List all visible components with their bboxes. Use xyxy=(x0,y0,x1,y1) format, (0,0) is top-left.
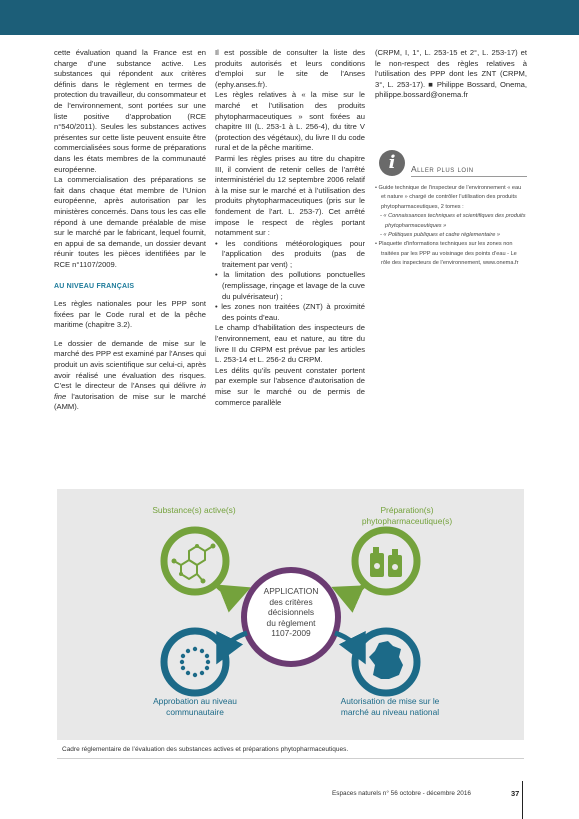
preparations-label: Préparation(s) phytopharmaceutique(s) xyxy=(361,505,453,526)
list-item: • Plaquette d’informations techniques sur les zones non traitées par les PPP au voisinage des points d’eau - Le rôle des inspecteurs de l’environnement, www.onema.fr xyxy=(375,241,519,267)
footer-journal: Espaces naturels n° 56 octobre - décembre 2016 xyxy=(332,790,471,797)
center-title: APPLICATION xyxy=(263,586,319,596)
column-3 xyxy=(375,48,527,101)
regulatory-diagram xyxy=(57,489,524,740)
header-band xyxy=(0,0,579,35)
arrow-preparations xyxy=(345,583,366,594)
approbation-label: Approbation au niveau communautaire xyxy=(153,696,237,717)
substances-label: Substance(s) active(s) xyxy=(152,505,236,515)
figure-caption: Cadre réglementaire de l’évaluation des substances actives et préparations phytopharmaceutiques. xyxy=(62,746,349,753)
caption-divider xyxy=(57,758,524,759)
list-item: • Guide technique de l’inspecteur de l’environnement « eau et nature » chargé de contrôler l’utilisation des produits phytopharmaceutiques, 2 tomes : xyxy=(375,185,522,210)
bullet-item: • les zones non traitées (ZNT) à proximité des points d’eau. xyxy=(215,302,365,322)
bullet-item: • la limitation des pollutions ponctuelles (remplissage, rinçage et lavage de la cuve du pulvérisateur) ; xyxy=(215,270,365,301)
paragraph: Il est possible de consulter la liste des produits autorisés et leurs conditions d’emploi sur le site de l’Anses (ephy.anses.fr). xyxy=(215,48,365,89)
info-icon: i xyxy=(379,150,405,176)
page-number: 37 xyxy=(511,789,520,798)
center-line: décisionnels xyxy=(267,607,315,617)
text-run: Le dossier de demande de mise sur le marché des PPP est examiné par l’Anses qui produit un avis scientifique sur celui-ci, après avoir réalisé une évaluation des risques. C’est le directeur de l’Anses qui délivre xyxy=(54,338,206,391)
paragraph xyxy=(54,339,206,413)
reference-list xyxy=(375,184,527,269)
paragraph: cette évaluation quand la France est en charge d’une substance active. Les substances qui répondent aux critères définis dans le règlement en termes de protection du travailleur, du consommateur et de l’environnement, sont portées sur une liste positive d’approbation (RCE n°540/2011). Seules les substances actives présentes sur cette liste peuvent ensuite être commercialisées sous forme de préparations dans les états membres de la communauté européenne. xyxy=(54,48,206,174)
paragraph: Les règles relatives à « la mise sur le marché et l’utilisation des produits phytopharmaceutiques » sont fixées au chapitre III (L. 253-1 à L. 256-4), du titre V (protection des végétaux), du livre II du code rural et de la pêche maritime. xyxy=(215,90,365,153)
center-text xyxy=(249,586,333,639)
arrow-substances xyxy=(215,583,237,594)
france-map-icon xyxy=(355,631,417,693)
center-line: des critères xyxy=(269,596,313,607)
column-2 xyxy=(215,48,365,408)
italic-run: in fine xyxy=(54,381,206,401)
list-subitem: - « Politiques publiques et cadre réglementaire » xyxy=(380,232,501,239)
aller-title: Aller plus loin xyxy=(411,164,474,174)
divider xyxy=(411,176,527,177)
center-line: du règlement xyxy=(266,617,316,628)
center-line: 1107-2009 xyxy=(271,628,311,638)
arrow-autorisation xyxy=(335,633,359,651)
bullet-item: • les conditions météorologiques pour l’application des produits (pas de traitement par vent) ; xyxy=(215,238,365,269)
paragraph: Les règles nationales pour les PPP sont fixées par le Code rural et de la pêche maritime (chapitre 3.2). xyxy=(54,299,206,330)
arrow-approbation xyxy=(223,633,247,651)
paragraph: La commercialisation des préparations se fait dans chaque état membre de l’Union européenne, après autorisation par les ministères concernés. Dans tous les cas elle répond à une demande préalable de mise sur le marché par le fabricant, lequel fournit, en appui de sa demande, un dossier devant réunir toutes les pièces identifiées par le RCE n°1107/2009. xyxy=(54,175,206,269)
eu-flag-icon xyxy=(164,631,226,693)
footer-rule xyxy=(522,781,523,819)
column-1 xyxy=(54,48,206,413)
section-heading: AU NIVEAU FRANÇAIS xyxy=(54,283,135,291)
list-subitem: - « Connaissances techniques et scientifiques des produits phytopharmaceutiques » xyxy=(380,213,526,229)
text-run: l’autorisation de mise sur le marché (AMM). xyxy=(54,391,206,412)
paragraph: (CRPM, I, 1°, L. 253-15 et 2°, L. 253-17) et le non-respect des règles relatives à l’utilisation des PPP dont les ZNT (CRPM, 3°, L. 253-17). ■ Philippe Bossard, Onema, philippe.bossard@onema.fr xyxy=(375,48,527,100)
paragraph: Parmi les règles prises au titre du chapitre III, il convient de retenir celles de l’arrêté interministériel du 12 septembre 2006 relatif à la mise sur le marché et à l’utilisation des produits phytopharmaceutiques (pris sur le fondement de l’art. L. 253-7). Cet arrêté impose le respect de règles portant notamment sur : xyxy=(215,153,365,238)
paragraph: Les délits qu’ils peuvent constater portent par exemple sur l’absence d’autorisation de mise sur le marché ou de permis de commerce parallèle xyxy=(215,365,365,407)
paragraph: Le champ d’habilitation des inspecteurs de l’environnement, eau et nature, au titre du livre II du CRPM est prévue par les articles L. 253-14 et L. 256-2 du CRPM. xyxy=(215,323,365,365)
autorisation-label: Autorisation de mise sur le marché au niveau national xyxy=(340,696,440,717)
